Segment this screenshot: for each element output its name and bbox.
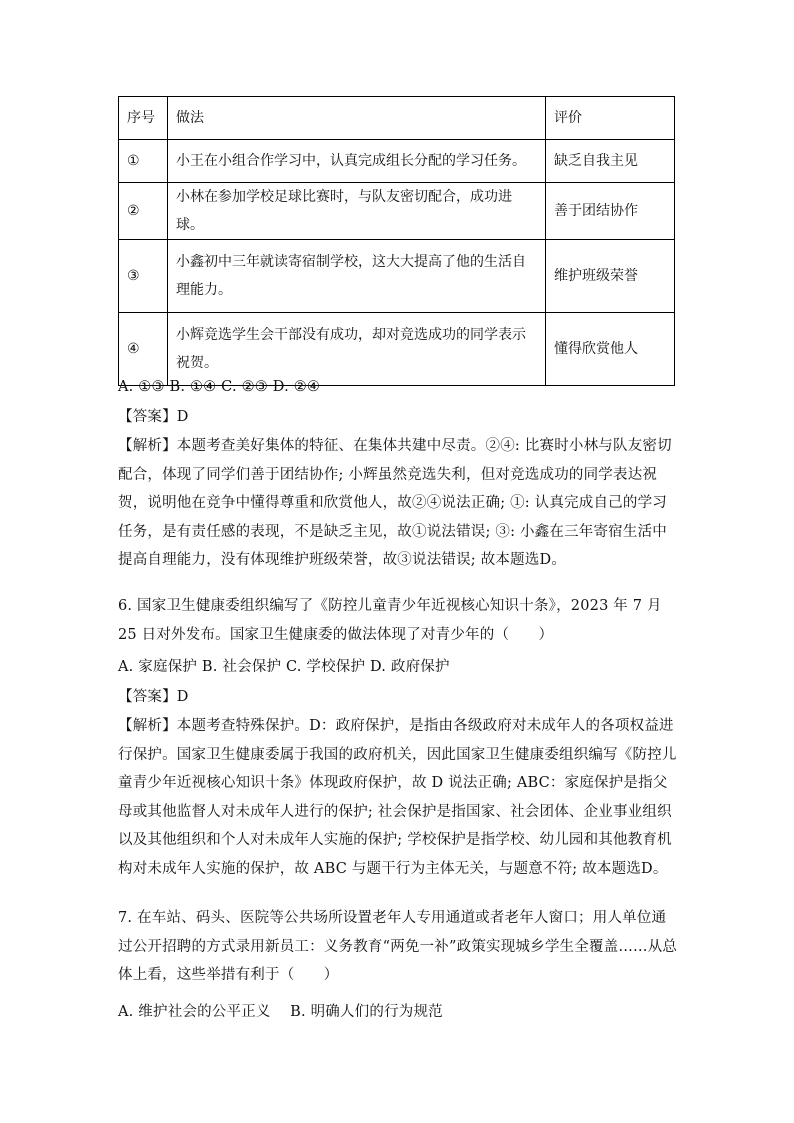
q6-stem: 6. 国家卫生健康委组织编写了《防控儿童青少年近视核心知识十条》，2023 年 7 月 25 日对外发布。国家卫生健康委的做法体现了对青少年的（ ） xyxy=(118,598,662,643)
row-number: ① xyxy=(119,140,168,183)
table-header-row xyxy=(119,97,675,140)
row-number: ③ xyxy=(119,240,168,313)
header-cell-number: 序号 xyxy=(119,97,168,140)
row-practice: 小王在小组合作学习中，认真完成组长分配的学习任务。 xyxy=(168,140,546,183)
q6-answer: 【答案】D xyxy=(118,689,189,705)
row-practice: 小辉竞选学生会干部没有成功，却对竞选成功的同学表示祝贺。 xyxy=(168,313,546,386)
q5-options: A. ①③ B. ①④ C. ②③ D. ②④ xyxy=(118,379,321,395)
row-evaluation: 维护班级荣誉 xyxy=(546,240,675,313)
header-cell-practice: 做法 xyxy=(168,97,546,140)
header-cell-evaluation: 评价 xyxy=(546,97,675,140)
row-evaluation: 懂得欣赏他人 xyxy=(546,313,675,386)
row-number: ④ xyxy=(119,313,168,386)
row-evaluation: 善于团结协作 xyxy=(546,183,675,240)
table-row xyxy=(119,140,675,183)
q5-answer: 【答案】D xyxy=(118,409,189,425)
q7-options: A. 维护社会的公平正义 B. 明确人们的行为规范 xyxy=(118,1004,443,1020)
q5-analysis: 【解析】本题考查美好集体的特征、在集体共建中尽责。②④: 比赛时小林与队友密切配合，体现了同学们善于团结协作; 小辉虽然竞选失利，但对竞选成功的同学表达祝贺，说明他在竞争中懂得尊重和欣赏他人，故②④说法正确; ①: 认真完成自己的学习任务，是有责任感的表现，不是缺乏主见，故①说法错误; ③: 小鑫在三年寄宿生活中提高自理能力，没有体现维护班级荣誉，故③说法错误; 故本题选D。 xyxy=(118,438,672,568)
q7-stem: 7. 在车站、码头、医院等公共场所设置老年人专用通道或者老年人窗口；用人单位通过公开招聘的方式录用新员工：义务教育“两免一补”政策实现城乡学生全覆盖……从总体上看，这些举措有利于（ ） xyxy=(118,910,678,983)
row-number: ② xyxy=(119,183,168,240)
q6-analysis: 【解析】本题考查特殊保护。D：政府保护，是指由各级政府对未成年人的各项权益进行保护。国家卫生健康委属于我国的政府机关，因此国家卫生健康委组织编写《防控儿童青少年近视核心知识十条》体现政府保护，故 D 说法正确; ABC：家庭保护是指父母或其他监督人对未成年人进行的保护; 社会保护是指国家、社会团体、企业事业组织以及其他组织和个人对未成年人实施的保护; 学校保护是指学校、幼儿园和其他教育机构对未成年人实施的保护，故 ABC 与题干行为主体无关，与题意不符; 故本题选D。 xyxy=(118,718,677,877)
table-row xyxy=(119,183,675,240)
row-practice: 小林在参加学校足球比赛时，与队友密切配合，成功进球。 xyxy=(168,183,546,240)
row-evaluation: 缺乏自我主见 xyxy=(546,140,675,183)
row-practice: 小鑫初中三年就读寄宿制学校，这大大提高了他的生活自理能力。 xyxy=(168,240,546,313)
table-row xyxy=(119,240,675,313)
table-row xyxy=(119,313,675,386)
evaluation-table xyxy=(118,96,675,386)
q6-options: A. 家庭保护 B. 社会保护 C. 学校保护 D. 政府保护 xyxy=(118,659,450,675)
